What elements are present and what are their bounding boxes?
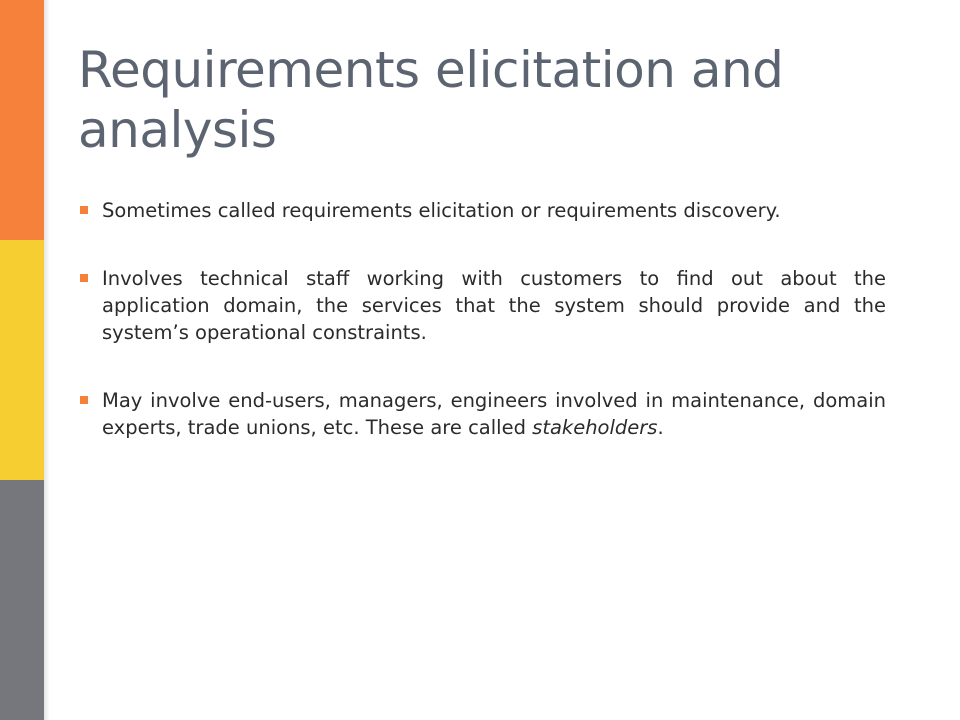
side-bar-orange-segment <box>0 0 44 240</box>
bullet-text: Involves technical staff working with customers to find out about the application domain, the services that the system should provide and the system’s operational constraints. <box>102 267 886 344</box>
bullet-item <box>78 265 886 346</box>
bullet-text: May involve end-users, managers, engineers involved in maintenance, domain experts, trade unions, etc. These are called <box>102 389 886 439</box>
bullet-emphasis: stakeholders <box>532 416 658 439</box>
bullet-item <box>78 387 886 441</box>
side-bar-yellow-segment <box>0 240 44 480</box>
bullet-text-end: . <box>657 416 664 439</box>
side-bar-gray-segment <box>0 480 44 720</box>
square-bullet-icon <box>80 396 88 404</box>
decorative-side-bar <box>0 0 44 720</box>
bullet-list <box>78 197 886 482</box>
slide-title: Requirements elicitation and analysis <box>78 41 784 159</box>
bullet-text: Sometimes called requirements elicitation or requirements discovery. <box>102 199 781 222</box>
square-bullet-icon <box>80 274 88 282</box>
side-bar-shadow <box>44 0 50 720</box>
bullet-item <box>78 197 886 224</box>
square-bullet-icon <box>80 206 88 214</box>
